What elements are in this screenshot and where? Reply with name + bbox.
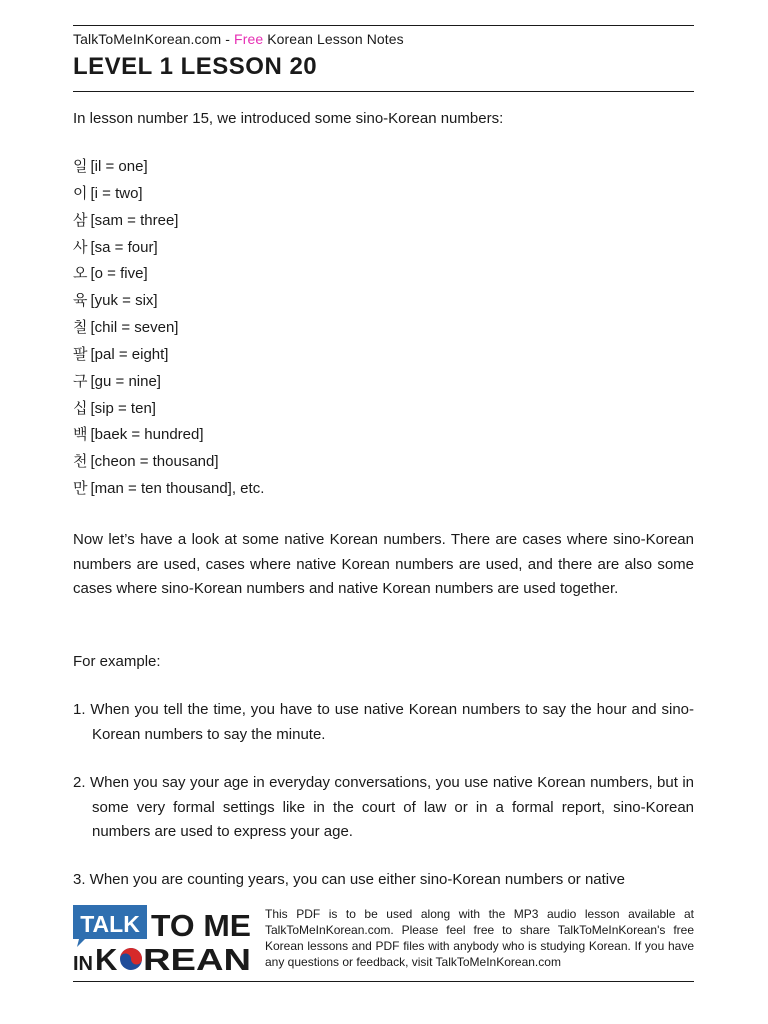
number-gloss: [gu = nine] [90, 372, 161, 390]
korean-numeral: 팔 [73, 344, 88, 363]
example-item [73, 698, 694, 747]
top-rule [73, 25, 694, 26]
number-item [73, 448, 264, 475]
header-site: TalkToMeInKorean.com [73, 31, 222, 47]
example-item [73, 771, 694, 845]
korean-numeral: 오 [73, 264, 88, 283]
header-line [73, 31, 404, 47]
number-item [73, 368, 264, 395]
korean-numeral: 십 [73, 398, 88, 417]
taegeuk-icon [120, 948, 142, 970]
korean-numeral: 삼 [73, 210, 88, 229]
korean-numeral: 일 [73, 157, 88, 175]
number-item [73, 153, 264, 180]
number-gloss: [sip = ten] [90, 399, 156, 417]
korean-numeral: 천 [73, 452, 88, 471]
korean-numeral: 백 [73, 425, 88, 444]
korean-numeral: 구 [73, 371, 88, 390]
number-item [73, 260, 264, 287]
footer-note: This PDF is to be used along with the MP3 audio lesson available at TalkToMeInKorean.com. Please feel free to share TalkToMeInKorean's free Korean lessons and PDF files with anybody who is studying Korean. If you have any questions or feedback, visit TalkToMeInKorean.com [265, 907, 694, 969]
logo-talk-text: TALK [80, 911, 140, 937]
number-item [73, 475, 264, 502]
logo-in-text: IN [73, 953, 93, 973]
number-gloss: [sam = three] [90, 211, 179, 229]
number-item [73, 207, 264, 234]
korean-numeral: 이 [73, 183, 88, 202]
number-gloss: [man = ten thousand], etc. [90, 480, 265, 498]
korean-numeral: 육 [73, 291, 88, 310]
number-item [73, 341, 264, 368]
example-item [73, 868, 694, 893]
example-text: 2. When you say your age in everyday conversations, you use native Korean numbers, but in some very formal settings like in the court of law or in a formal report, sino-Korean numbers are used to express your age. [73, 774, 694, 840]
title-rule [73, 91, 694, 92]
number-item [73, 234, 264, 261]
korean-numeral: 만 [73, 479, 88, 498]
number-item [73, 180, 264, 207]
number-item [73, 287, 264, 314]
native-numbers-paragraph: Now let’s have a look at some native Korean numbers. There are cases where sino-Korean numbers are used, cases where native Korean numbers are used, and there are also some cases where sino-Korean numbers and native Korean numbers are used together. [73, 531, 694, 597]
logo-to-me-text: TO ME [151, 908, 251, 943]
number-gloss: [pal = eight] [90, 345, 169, 363]
number-item [73, 421, 264, 448]
bottom-rule [73, 981, 694, 982]
example-text: 3. When you are counting years, you can use either sino-Korean numbers or native [73, 871, 625, 888]
for-example-label: For example: [73, 653, 161, 670]
sino-korean-number-list [73, 153, 264, 502]
example-text: 1. When you tell the time, you have to use native Korean numbers to say the hour and sino- Korean numbers to say the minute. [73, 701, 694, 743]
logo-rean-text: REAN [143, 942, 251, 973]
header-separator: - [221, 31, 235, 47]
number-item [73, 314, 264, 341]
number-gloss: [yuk = six] [90, 292, 158, 310]
number-gloss: [sa = four] [90, 238, 158, 256]
number-gloss: [chil = seven] [90, 319, 179, 337]
logo-k-text: K [95, 942, 118, 973]
number-item [73, 395, 264, 422]
talktomeinkorean-logo [73, 903, 253, 973]
intro-text: In lesson number 15, we introduced some sino-Korean numbers: [73, 110, 504, 127]
lesson-title: LEVEL 1 LESSON 20 [73, 53, 318, 80]
korean-numeral: 사 [73, 237, 88, 256]
number-gloss: [o = five] [90, 265, 148, 283]
number-gloss: [baek = hundred] [90, 426, 204, 444]
header-free: Free [234, 31, 264, 47]
number-gloss: [il = one] [90, 158, 148, 175]
header-rest: Korean Lesson Notes [263, 31, 404, 47]
korean-numeral: 칠 [73, 318, 88, 337]
number-gloss: [cheon = thousand] [90, 453, 219, 471]
number-gloss: [i = two] [90, 184, 143, 202]
